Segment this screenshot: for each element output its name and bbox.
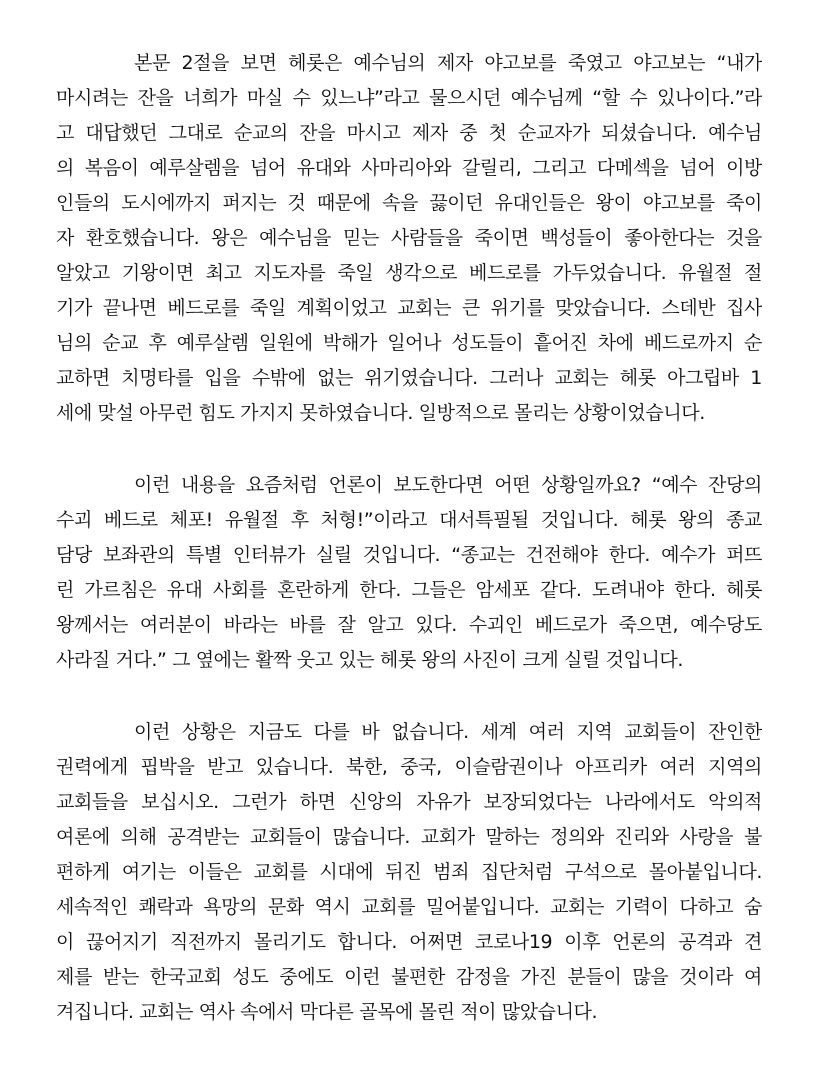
text-line: 권력에게 핍박을 받고 있습니다. 북한, 중국, 이슬람권이나 아프리카 여러 지역의 [56, 756, 762, 778]
text-line: 세속적인 쾌락과 욕망의 문화 역시 교회를 밀어붙입니다. 교회는 기력이 다하고 숨 [56, 896, 762, 918]
text-line: 수괴 베드로 체포! 유월절 후 처형!”이라고 대서특필될 것입니다. 헤롯 왕의 종교 [56, 509, 762, 531]
text-line: 교회들을 보십시오. 그런가 하면 신앙의 자유가 보장되었다는 나라에서도 악의적 [56, 791, 762, 813]
text-line: 왕께서는 여러분이 바라는 바를 잘 알고 있다. 수괴인 베드로가 죽으면, 예수당도 [56, 614, 762, 636]
text-line: 마시려는 잔을 너희가 마실 수 있느냐”라고 물으시던 예수님께 “할 수 있나이다.”라 [56, 87, 762, 109]
text-line: 편하게 여기는 이들은 교회를 시대에 뒤진 범죄 집단처럼 구석으로 몰아붙입니다. [56, 861, 762, 883]
text-line: 의 복음이 예루살렘을 넘어 유대와 사마리아와 갈릴리, 그리고 다메섹을 넘어 이방 [56, 157, 762, 179]
paragraph-3 [56, 715, 762, 1030]
text-line: 님의 순교 후 예루살렘 일원에 박해가 일어나 성도들이 흩어진 차에 베드로까지 순 [56, 332, 762, 354]
paragraph-2 [56, 468, 762, 678]
paragraph-1 [56, 46, 762, 431]
text-line: 자 환호했습니다. 왕은 예수님을 믿는 사람들을 죽이면 백성들이 좋아한다는 것을 [56, 227, 762, 249]
text-line: 기가 끝나면 베드로를 죽일 계획이었고 교회는 큰 위기를 맞았습니다. 스데반 집사 [56, 297, 762, 319]
document-page [56, 46, 762, 1067]
text-line: 세에 맞설 아무런 힘도 가지지 못하였습니다. 일방적으로 몰리는 상황이었습니다. [56, 402, 705, 424]
text-line: 알았고 기왕이면 최고 지도자를 죽일 생각으로 베드로를 가두었습니다. 유월절 절 [56, 262, 762, 284]
text-line: 교하면 치명타를 입을 수밖에 없는 위기였습니다. 그러나 교회는 헤롯 아그립바 1 [56, 367, 762, 389]
text-line: 린 가르침은 유대 사회를 혼란하게 한다. 그들은 암세포 같다. 도려내야 한다. 헤롯 [56, 579, 762, 601]
text-line: 고 대답했던 그대로 순교의 잔을 마시고 제자 중 첫 순교자가 되셨습니다. 예수님 [56, 122, 762, 144]
text-line: 겨집니다. 교회는 역사 속에서 막다른 골목에 몰린 적이 많았습니다. [56, 1001, 598, 1023]
text-line: 본문 2절을 보면 헤롯은 예수님의 제자 야고보를 죽였고 야고보는 “내가 [134, 52, 762, 74]
text-line: 여론에 의해 공격받는 교회들이 많습니다. 교회가 말하는 정의와 진리와 사랑을 불 [56, 826, 762, 848]
text-line: 사라질 거다.” 그 옆에는 활짝 웃고 있는 헤롯 왕의 사진이 크게 실릴 것입니다. [56, 649, 684, 671]
text-line: 이런 상황은 지금도 다를 바 없습니다. 세계 여러 지역 교회들이 잔인한 [134, 721, 762, 743]
text-line: 인들의 도시에까지 퍼지는 것 때문에 속을 끓이던 유대인들은 왕이 야고보를 죽이 [56, 192, 762, 214]
text-line: 제를 받는 한국교회 성도 중에도 이런 불편한 감정을 가진 분들이 많을 것이라 여 [56, 966, 762, 988]
text-line: 이 끊어지기 직전까지 몰리기도 합니다. 어쩌면 코로나19 이후 언론의 공격과 견 [56, 931, 762, 953]
text-line: 담당 보좌관의 특별 인터뷰가 실릴 것입니다. “종교는 건전해야 한다. 예수가 퍼뜨 [56, 544, 762, 566]
text-line: 이런 내용을 요즘처럼 언론이 보도한다면 어떤 상황일까요? “예수 잔당의 [134, 474, 762, 496]
